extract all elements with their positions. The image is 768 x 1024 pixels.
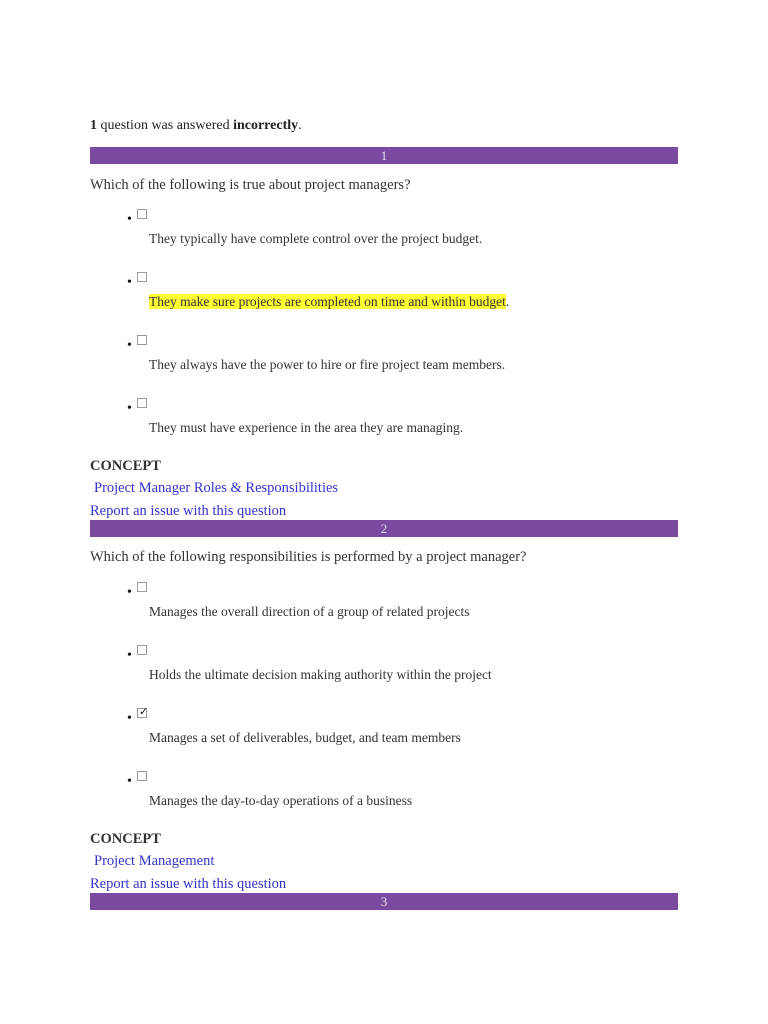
summary-status: incorrectly [233,118,299,133]
option-label-q2-opt3: Manages a set of deliverables, budget, and team members [149,730,461,745]
bullet: • [127,648,132,663]
checkbox-q1-opt1[interactable] [137,209,147,219]
option-label-q1-opt4: They must have experience in the area they are managing. [149,420,464,435]
correct-answer-highlight: They make sure projects are completed on time and within budget [149,294,506,309]
concept-link-1[interactable]: Project Manager Roles & Responsibilities [94,480,339,496]
bullet: • [127,212,132,227]
incorrect-count: 1 [90,118,97,133]
checkbox-q2-opt1[interactable] [137,582,147,592]
concept-heading-1: CONCEPT [90,458,161,474]
option-label-q2-opt2: Holds the ultimate decision making authority within the project [149,667,492,682]
option-suffix: . [505,294,510,309]
checkmark-icon: ✓ [139,705,149,718]
option-label-q2-opt4: Manages the day-to-day operations of a business [149,793,413,808]
concept-heading-2: CONCEPT [90,831,161,847]
option-label-q1-opt1: They typically have complete control over the project budget. [149,231,483,246]
bullet: • [127,585,132,600]
concept-link-2[interactable]: Project Management [94,853,215,869]
bullet: • [127,401,132,416]
question-text-1: Which of the following is true about project managers? [90,177,411,193]
option-label-q2-opt1: Manages the overall direction of a group of related projects [149,604,470,619]
question-text-2: Which of the following responsibilities is performed by a project manager? [90,549,527,565]
bullet: • [127,338,132,353]
checkbox-q1-opt3[interactable] [137,335,147,345]
result-summary [90,118,302,134]
summary-text: question was answered [97,118,234,133]
option-label-q1-opt3: They always have the power to hire or fire project team members. [149,357,506,372]
checkbox-q2-opt3[interactable] [137,705,149,718]
question-number-bar-3: 3 [90,893,678,910]
checkbox-q1-opt4[interactable] [137,398,147,408]
option-label-q1-opt2 [149,294,509,310]
checkbox-q1-opt2[interactable] [137,272,147,282]
bullet: • [127,774,132,789]
bullet: • [127,711,132,726]
bullet: • [127,275,132,290]
report-issue-link-1[interactable]: Report an issue with this question [90,503,287,519]
question-number-bar-1: 1 [90,147,678,164]
checkbox-q2-opt2[interactable] [137,645,147,655]
report-issue-link-2[interactable]: Report an issue with this question [90,876,287,892]
summary-period: . [298,118,302,133]
checkbox-q2-opt4[interactable] [137,771,147,781]
question-number-bar-2: 2 [90,520,678,537]
